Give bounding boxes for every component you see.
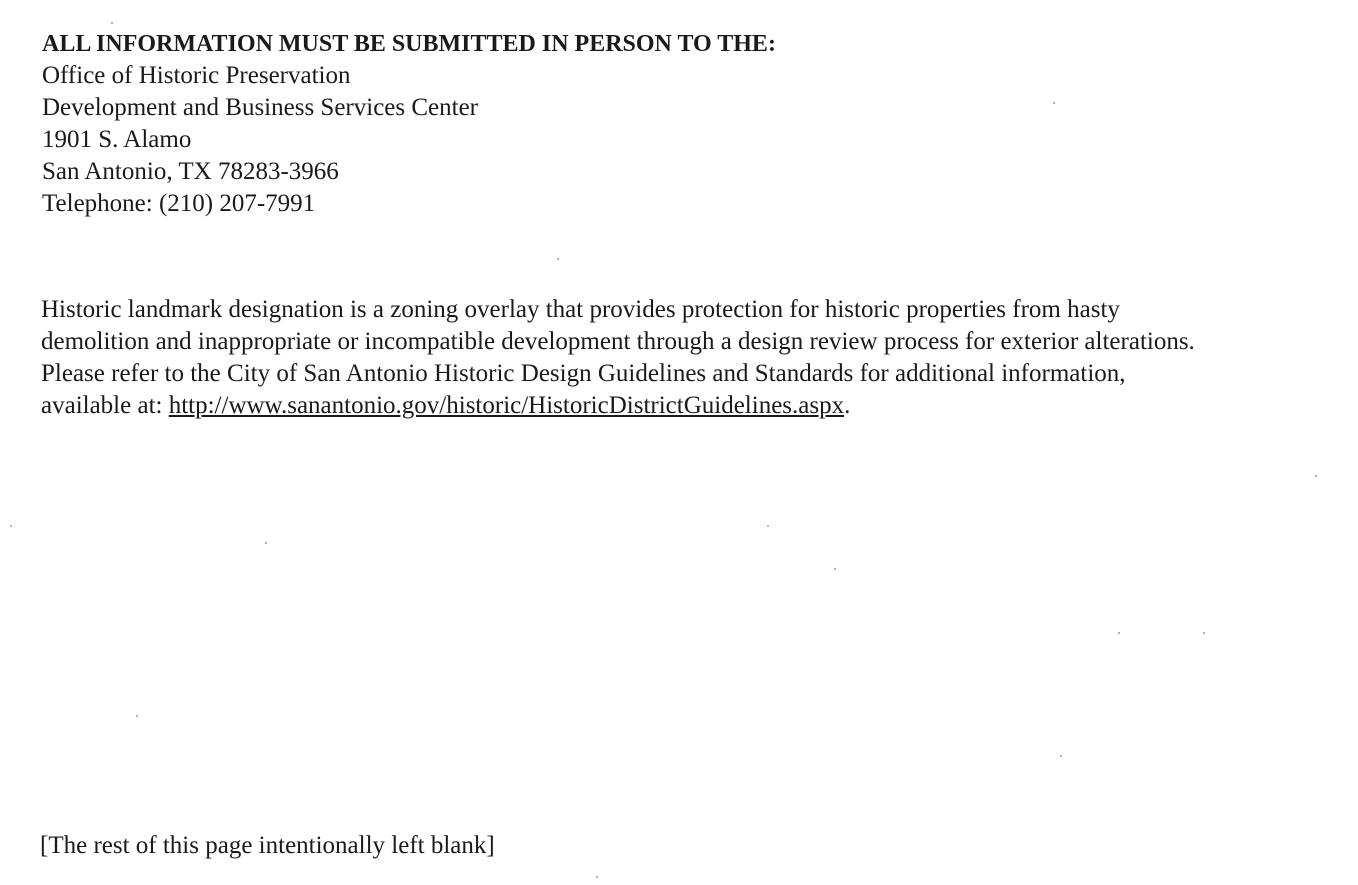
- scan-speck: [1053, 102, 1055, 104]
- scan-speck: [10, 525, 12, 527]
- scan-speck: [596, 876, 598, 878]
- office-name: Office of Historic Preservation: [42, 62, 351, 89]
- scan-speck: [265, 542, 267, 544]
- scan-speck: [767, 525, 769, 527]
- submission-address-block: [42, 28, 776, 220]
- link-period: .: [844, 392, 851, 419]
- scan-speck: [1060, 755, 1062, 757]
- center-name: Development and Business Services Center: [42, 94, 479, 121]
- submission-heading: ALL INFORMATION MUST BE SUBMITTED IN PERSON TO THE:: [42, 31, 776, 57]
- paragraph-line-2: demolition and inappropriate or incompatible development through a design review process for exterior alterations.: [41, 328, 1195, 355]
- paragraph-line-1: Historic landmark designation is a zoning overlay that provides protection for historic properties from hasty: [41, 296, 1120, 323]
- scan-speck: [1203, 632, 1205, 634]
- designation-paragraph: [41, 294, 1341, 422]
- street-address: 1901 S. Alamo: [42, 126, 192, 153]
- paragraph-line-3: Please refer to the City of San Antonio Historic Design Guidelines and Standards for additional information,: [41, 360, 1126, 387]
- paragraph-line-4: [41, 390, 1341, 422]
- scan-speck: [834, 568, 836, 570]
- guidelines-link[interactable]: http://www.sanantonio.gov/historic/HistoricDistrictGuidelines.aspx: [168, 392, 845, 419]
- scan-speck: [557, 258, 559, 260]
- telephone-line: Telephone: (210) 207-7991: [42, 190, 316, 217]
- blank-page-note: [The rest of this page intentionally left blank]: [40, 832, 495, 859]
- scan-speck: [136, 715, 138, 717]
- scan-speck: [1315, 475, 1317, 477]
- city-state-zip: San Antonio, TX 78283-3966: [42, 158, 339, 185]
- scan-speck: [111, 22, 113, 24]
- available-at-label: available at:: [41, 392, 169, 419]
- scan-speck: [1118, 632, 1120, 634]
